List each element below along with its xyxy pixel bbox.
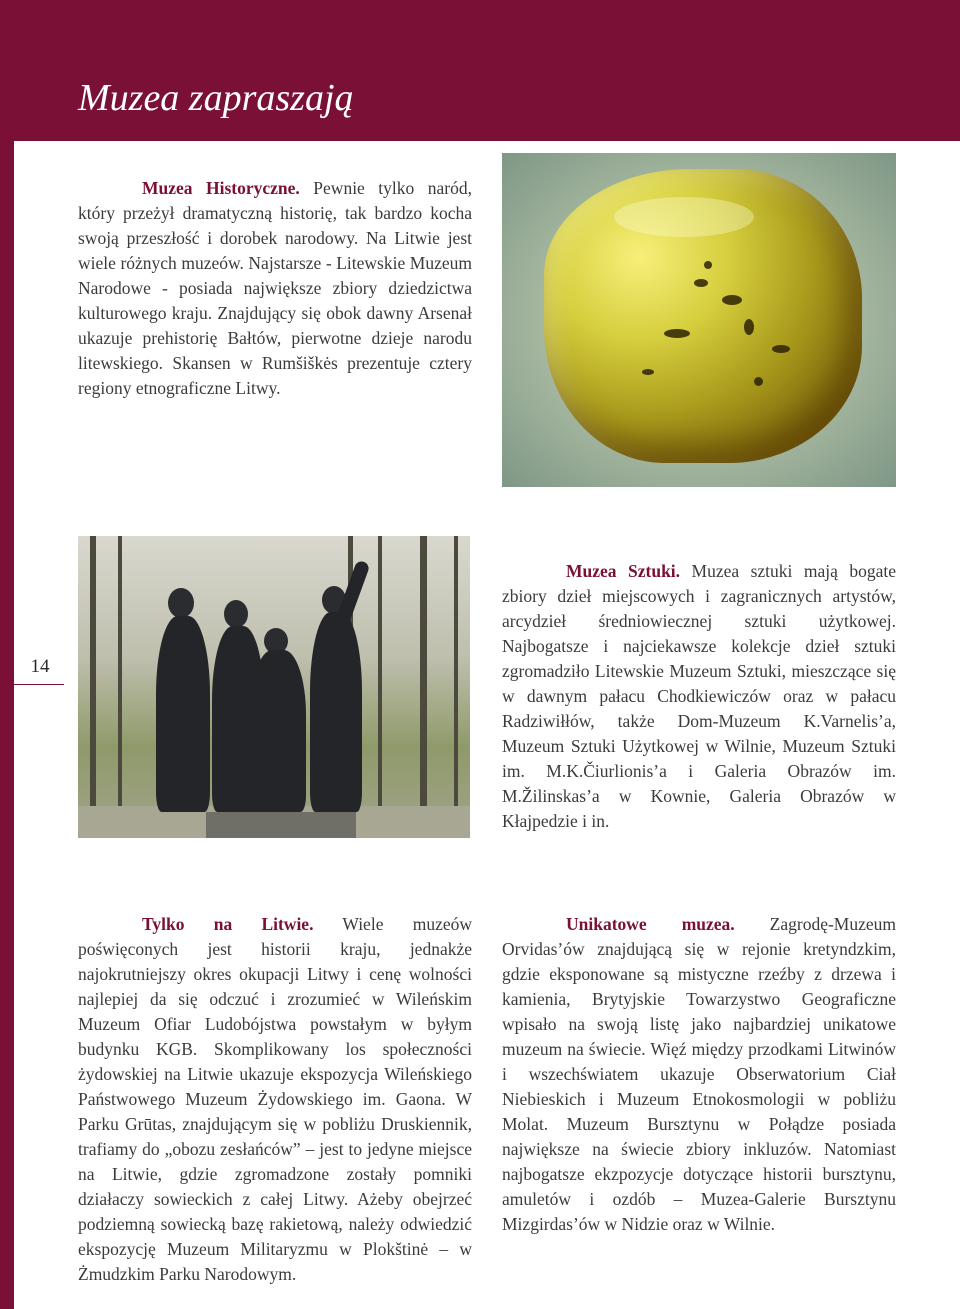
statue-photo: [78, 536, 470, 838]
amber-photo: [502, 153, 896, 487]
section-unikatowe: [502, 912, 896, 1237]
page-number-rule: [14, 684, 64, 685]
page-title: Muzea zapraszają: [78, 77, 354, 119]
section-body: Pewnie tylko naród, który przeżył dramatyczną historię, tak bardzo kocha swoją przeszłość i dorobek narodowy. Na Litwie jest wiele różnych muzeów. Najstarsze - Litewskie Muzeum Narodowe - posiada największe zbiory dziedzictwa kulturowego kraju. Znajdujący się obok dawny Arsenał ukazuje prehistorię Bałtów, pierwotne dzieje narodu litewskiego. Skansen w Rumšiškės prezentuje cztery regiony etnograficzne Litwy.: [78, 178, 472, 398]
section-heading: Tylko na Litwie.: [142, 914, 314, 934]
section-body: Muzea sztuki mają bogate zbiory dzieł miejscowych i zagranicznych artystów, arcydzieł średniowiecznej sztuki użytkowej. Najbogatsze i najciekawsze kolekcje dzieł sztuki zgromadziło Litewskie Muzeum Sztuki, mieszczące się w dawnym pałacu Chodkiewiczów oraz w pałacu Radziwiłłów, także Dom-Muzeum K.Varnelis’a, Muzeum Sztuki Użytkowej w Wilnie, Muzeum Sztuki im. M.K.Čiurlionis’a i Galeria Obrazów im. M.Žilinskas’a w Kownie, Galeria Obrazów w Kłajpedzie i in.: [502, 561, 896, 831]
section-body: Zagrodę-Muzeum Orvidas’ów znajdującą się w rejonie kretyndzkim, gdzie eksponowane są mistyczne rzeźby z drzewa i kamienia, Brytyjskie Towarzystwo Geograficzne wpisało na swoją listę jako najbardziej unikatowe muzeum na świecie. Więź między przodkami Litwinów i wszechświatem ukazuje Obserwatorium Ciał Niebieskich i Muzeum Etnokosmologii w pobliżu Molat. Muzeum Bursztynu w Połądze posiada największe na świecie zbiory inkluzów. Natomiast najbogatsze ekzpozycje dotyczące historii bursztynu, amuletów i ozdób – Muzea-Galerie Bursztynu Mizgirdas’ów w Nidzie oraz w Wilnie.: [502, 914, 897, 1234]
section-body: Wiele muzeów poświęconych jest historii kraju, jednakże najokrutniejszy okres okupacji Litwy i cenę wolności najlepiej da się odczuć i zrozumieć w Wileńskim Muzeum Ofiar Ludobójstwa powstałym w byłym budynku KGB. Skomplikowany los społeczności żydowskiej na Litwie ukazuje ekspozycja Wileńskiego Państwowego Muzeum Żydowskiego im. Gaona. W Parku Grūtas, znajdującym się w pobliżu Druskiennik, trafiamy do „obozu zesłańców” – jest to jedyne miejsce na Litwie, gdzie zgromadzone zostały pomniki działaczy sowieckich z całej Litwy. Ażeby obejrzeć podziemną sowiecką bazę rakietową, należy odwiedzić ekspozycję Muzeum Militaryzmu w Plokštinė – w Żmudzkim Parku Narodowym.: [78, 914, 472, 1284]
side-strip: [0, 141, 14, 1309]
section-heading: Unikatowe muzea.: [566, 914, 735, 934]
page-number: 14: [30, 656, 50, 677]
section-heading: Muzea Sztuki.: [566, 561, 681, 581]
amber-stone: [544, 169, 862, 463]
section-tylko-na-litwie: [78, 912, 472, 1287]
section-historyczne: [78, 176, 472, 401]
section-sztuki: [502, 559, 896, 834]
header-band: [0, 0, 960, 141]
section-heading: Muzea Historyczne.: [142, 178, 300, 198]
